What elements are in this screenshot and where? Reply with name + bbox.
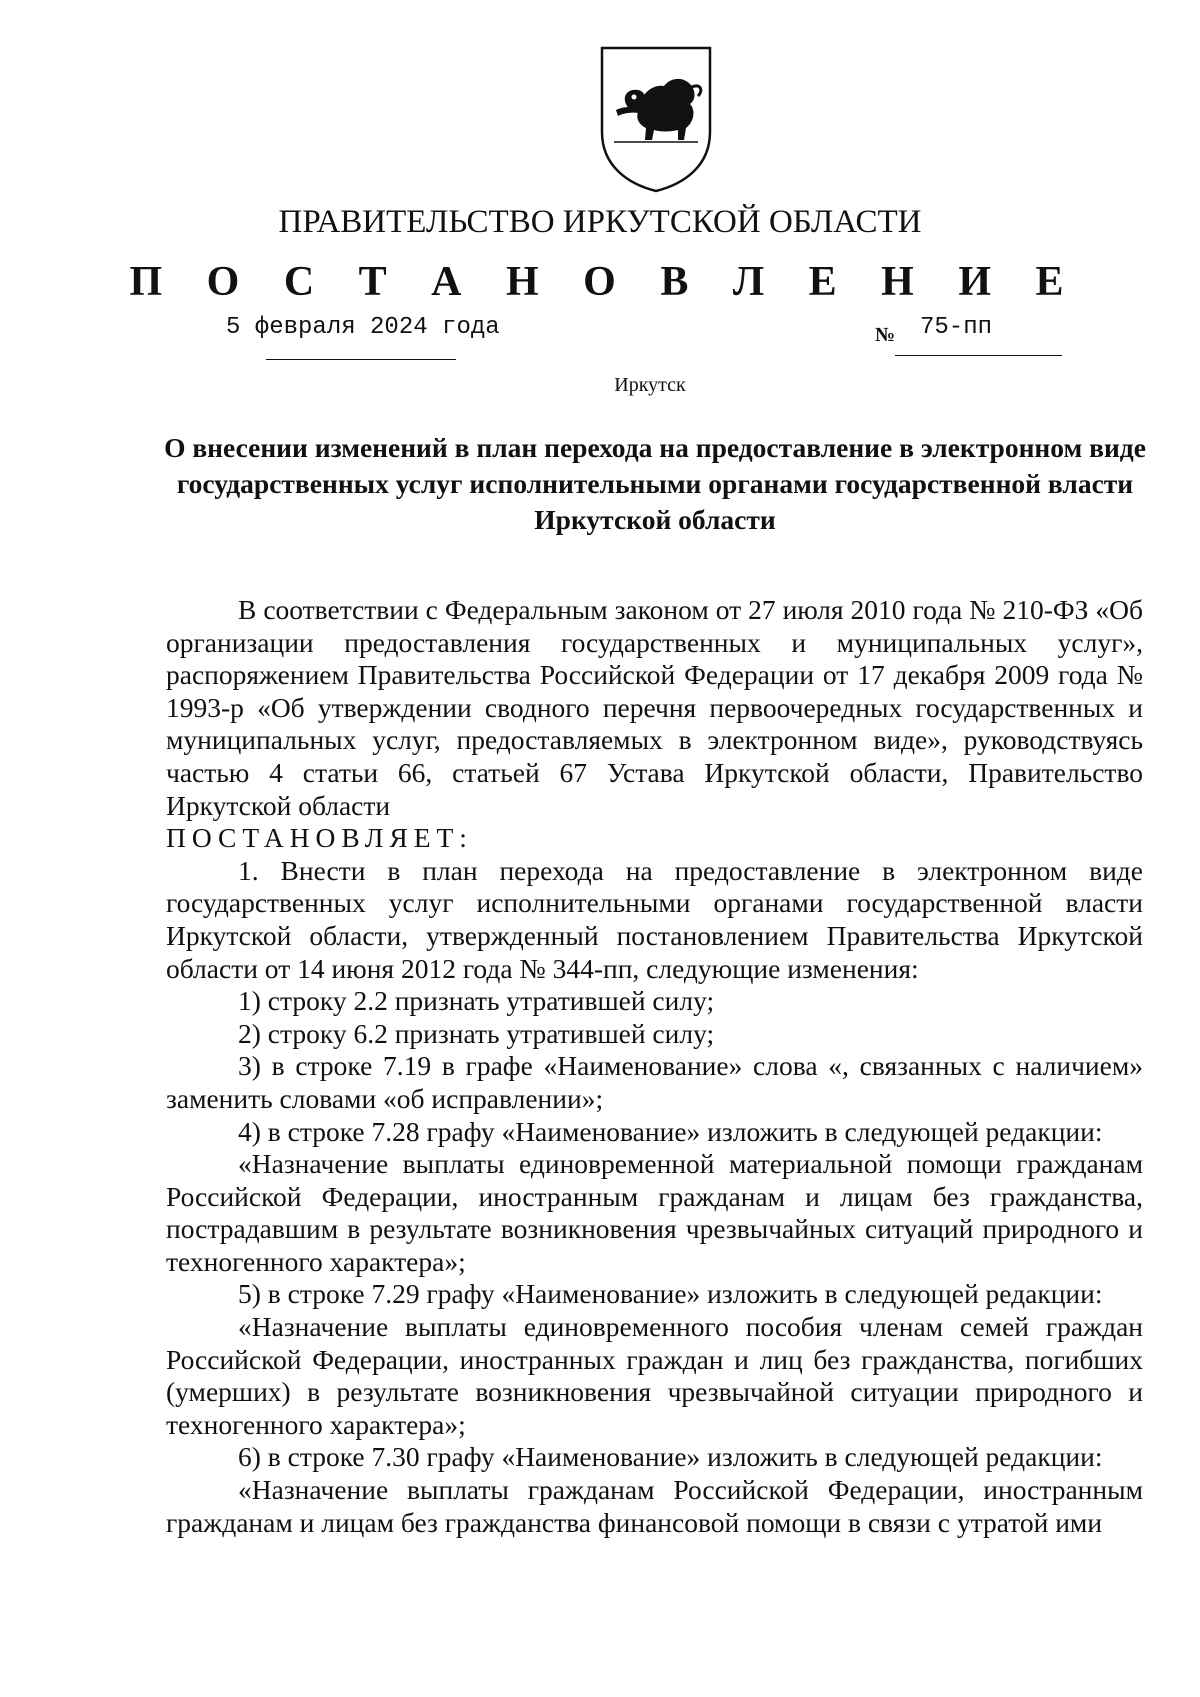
government-name: ПРАВИТЕЛЬСТВО ИРКУТСКОЙ ОБЛАСТИ (278, 204, 922, 240)
subitem-6: 6) в строке 7.30 графу «Наименование» изложить в следующей редакции: (238, 1441, 1103, 1473)
subitem-5: 5) в строке 7.29 графу «Наименование» изложить в следующей редакции: (238, 1278, 1103, 1310)
irkutsk-coat-of-arms-icon (598, 44, 714, 194)
document-date: 5 февраля 2024 года (226, 314, 500, 341)
document-type: П О С Т А Н О В Л Е Н И Е (129, 259, 1081, 305)
preamble-paragraph: В соответствии с Федеральным законом от 27 июля 2010 года № 210-ФЗ «Об организации предоставления государственных и муниципальных услуг», распоряжением Правительства Российской Федерации от 17 декабря 2009 года № 1993-р «Об утверждении сводного перечня первоочередных государственных и муниципальных услуг, предоставляемых в электронном виде», руководствуясь частью 4 статьи 66, статьей 67 Устава Иркутской области, Правительство Иркутской области (166, 594, 1143, 821)
document-title: О внесении изменений в план перехода на предоставление в электронном виде государственных услуг исполнительными органами государственной власти Иркутской области (164, 432, 1146, 535)
subitem-1: 1) строку 2.2 признать утратившей силу; (238, 985, 715, 1017)
number-sign: № (875, 324, 896, 346)
city: Иркутск (614, 374, 686, 396)
document-body (166, 594, 1143, 1539)
number-underline (895, 355, 1062, 356)
document-number: 75-пп (920, 314, 993, 341)
item-1-paragraph: 1. Внести в план перехода на предоставление в электронном виде государственных услуг исполнительными органами государственной власти Иркутской области, утвержденный постановлением Правительства Иркутской области от 14 июня 2012 года № 344-пп, следующие изменения: (166, 854, 1143, 984)
quote-4: «Назначение выплаты единовременной материальной помощи гражданам Российской Федерации, иностранным гражданам и лицам без гражданства, пострадавшим в результате возникновения чрезвычайных ситуаций природного и техногенного характера»; (166, 1148, 1143, 1277)
subitem-2: 2) строку 6.2 признать утратившей силу; (238, 1017, 715, 1049)
quote-5: «Назначение выплаты единовременного пособия членам семей граждан Российской Федерации, иностранных граждан и лиц без гражданства, погибших (умерших) в результате возникновения чрезвычайной ситуации природного и техногенного характера»; (166, 1311, 1143, 1440)
subitem-4: 4) в строке 7.28 графу «Наименование» изложить в следующей редакции: (238, 1115, 1103, 1147)
date-underline (266, 359, 456, 360)
quote-6: «Назначение выплаты гражданам Российской Федерации, иностранным гражданам и лицам без гражданства финансовой помощи в связи с утратой ими (166, 1474, 1143, 1538)
decree-word: ПОСТАНОВЛЯЕТ: (166, 822, 473, 854)
subitem-3: 3) в строке 7.19 в графе «Наименование» слова «, связанных с наличием» заменить словами «об исправлении»; (166, 1050, 1143, 1114)
